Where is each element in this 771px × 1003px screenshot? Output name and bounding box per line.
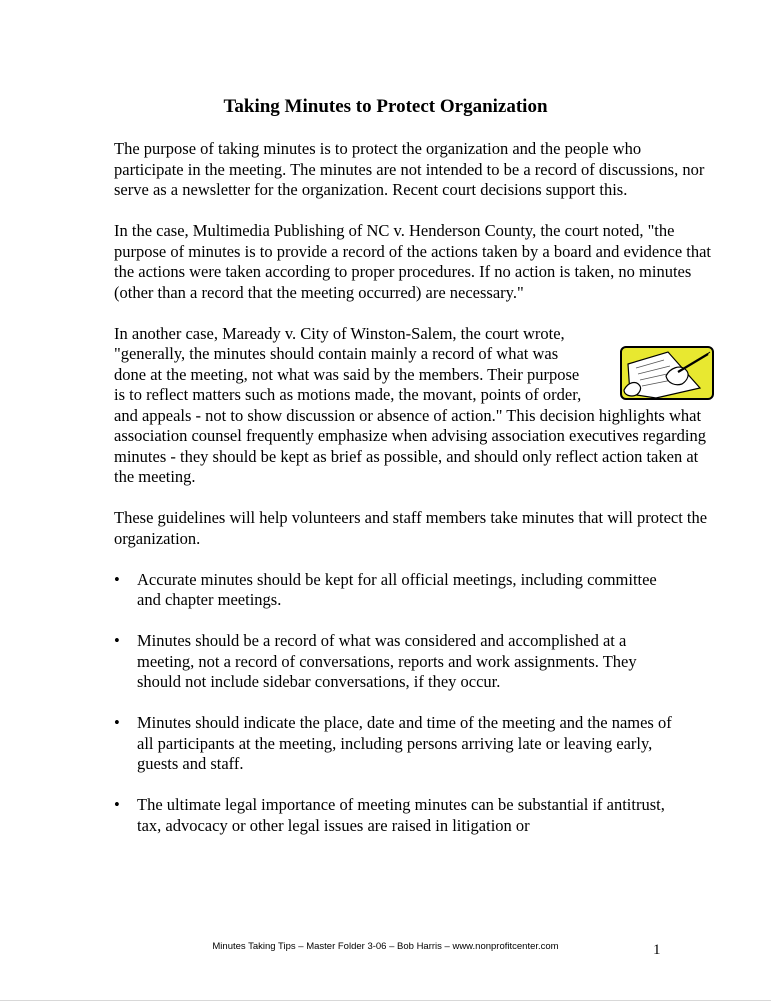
intro-paragraph: The purpose of taking minutes is to protect the organization and the people who participate in the meeting. The minutes are not intended to be a record of discussions, nor serve as a newsletter for the organization. Recent court decisions support this. — [114, 139, 705, 199]
list-item-text: Accurate minutes should be kept for all official meetings, including committee and chapter meetings. — [137, 569, 657, 609]
bullet-icon: • — [114, 569, 120, 589]
list-item-text: Minutes should indicate the place, date and time of the meeting and the names of all participants at the meeting, including persons arriving late or leaving early, guests and staff. — [137, 713, 672, 773]
writing-hand-icon — [620, 346, 714, 400]
guidelines-intro-paragraph: These guidelines will help volunteers and staff members take minutes that will protect the organization. — [114, 508, 708, 548]
document-body — [114, 139, 712, 857]
list-item — [114, 631, 674, 693]
list-item-text: Minutes should be a record of what was considered and accomplished at a meeting, not a record of conversations, reports and work assignments. They should not include sidebar conversations, if they occur. — [137, 631, 637, 691]
maready-case-text: In another case, Maready v. City of Winston-Salem, the court wrote, "generally, the minutes should contain mainly a record of what was done at the meeting, not what was said by the members. Their purpose is to reflect matters such as motions made, the movant, points of order, and appeals - not to show discussion or absence of action." This decision highlights what association counsel frequently emphasize when advising association executives regarding minutes - they should be kept as brief as possible, and should only reflect action taken at the meeting. — [114, 323, 706, 486]
list-item — [114, 795, 674, 836]
page-footer: Minutes Taking Tips – Master Folder 3-06 – Bob Harris – www.nonprofitcenter.com — [212, 941, 559, 952]
list-item — [114, 570, 674, 611]
guidelines-list — [114, 570, 674, 837]
bullet-icon: • — [114, 631, 120, 650]
list-item-text: The ultimate legal importance of meeting minutes can be substantial if antitrust, tax, advocacy or other legal issues are raised in litigation or — [137, 795, 665, 835]
bullet-icon: • — [114, 713, 120, 732]
bullet-icon: • — [114, 795, 120, 814]
page-number: 1 — [653, 942, 661, 958]
page-bottom-divider — [0, 1000, 771, 1001]
list-item — [114, 713, 674, 775]
maready-case-paragraph — [114, 324, 714, 488]
document-title: Taking Minutes to Protect Organization — [223, 96, 548, 117]
multimedia-case-paragraph: In the case, Multimedia Publishing of NC v. Henderson County, the court noted, "the purpose of minutes is to provide a record of the actions taken by a board and evidence that the actions were taken according to proper procedures. If no action is taken, no minutes (other than a record that the meeting occurred) are necessary." — [114, 221, 712, 302]
